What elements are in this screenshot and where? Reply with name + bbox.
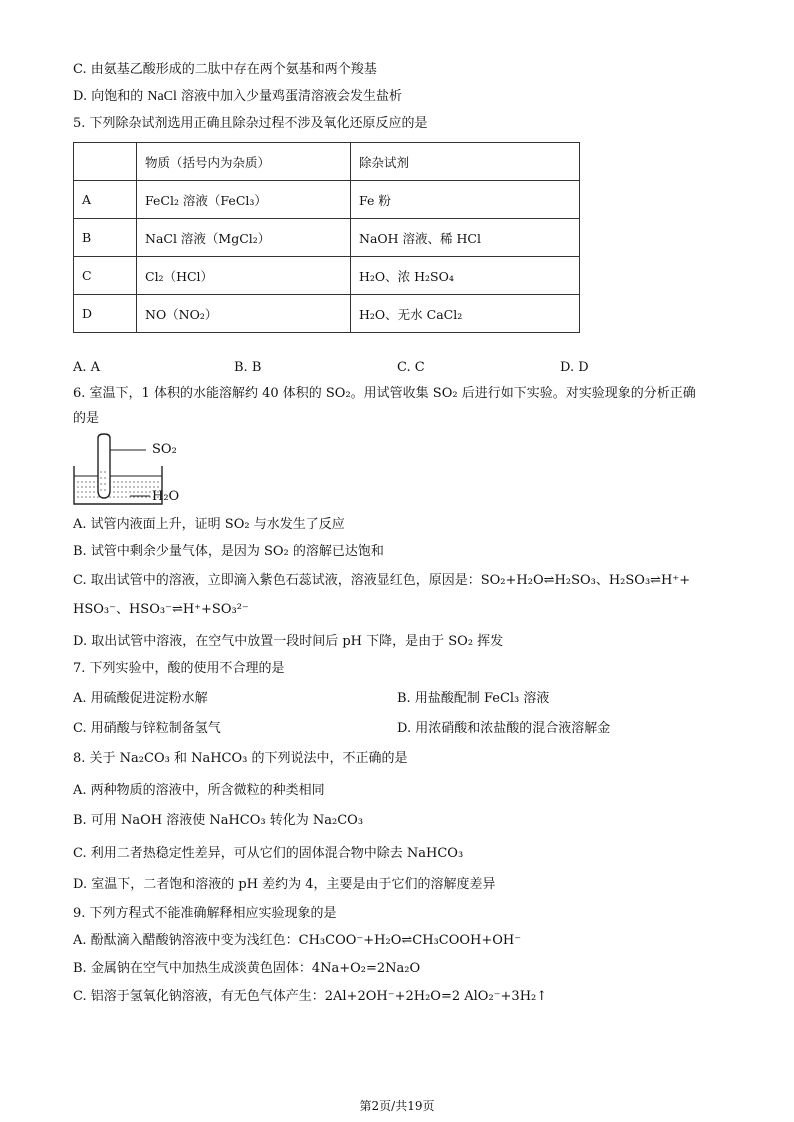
q5-table bbox=[73, 142, 580, 333]
q8-option-d: D. 室温下，二者饱和溶液的 pH 差约为 4，主要是由于它们的溶解度差异 bbox=[73, 877, 496, 892]
fig-label-so2: SO₂ bbox=[152, 442, 177, 457]
q9-option-a: A. 酚酞滴入醋酸钠溶液中变为浅红色：CH₃COO⁻+H₂O⇌CH₃COOH+OH⁻ bbox=[73, 933, 522, 948]
q9-option-b: B. 金属钠在空气中加热生成淡黄色固体：4Na+O₂=2Na₂O bbox=[73, 961, 421, 976]
table-row: A FeCl₂ 溶液（FeCl₃） Fe 粉 bbox=[74, 181, 580, 219]
q6-option-c: C. 取出试管中的溶液，立即滴入紫色石蕊试液，溶液显红色，原因是：SO₂+H₂O⇌H₂SO₃、H₂SO₃⇌H⁺+ bbox=[73, 573, 691, 588]
q8-option-c: C. 利用二者热稳定性差异，可从它们的固体混合物中除去 NaHCO₃ bbox=[73, 846, 464, 861]
q6-option-c-cont: HSO₃⁻、HSO₃⁻⇌H⁺+SO₃²⁻ bbox=[73, 602, 249, 617]
q7-option-b: B. 用盐酸配制 FeCl₃ 溶液 bbox=[397, 691, 550, 706]
q8-option-b: B. 可用 NaOH 溶液使 NaHCO₃ 转化为 Na₂CO₃ bbox=[73, 813, 364, 828]
q8-option-a: A. 两种物质的溶液中，所含微粒的种类相同 bbox=[73, 783, 325, 798]
table-row: C Cl₂（HCl） H₂O、浓 H₂SO₄ bbox=[74, 257, 580, 295]
q7-option-d: D. 用浓硝酸和浓盐酸的混合液溶解金 bbox=[397, 721, 611, 736]
q5-stem: 5. 下列除杂试剂选用正确且除杂过程不涉及氧化还原反应的是 bbox=[73, 116, 428, 131]
q7-option-c: C. 用硝酸与锌粒制备氢气 bbox=[73, 721, 221, 736]
table-row: D NO（NO₂） H₂O、无水 CaCl₂ bbox=[74, 295, 580, 333]
q4-option-c: C. 由氨基乙酸形成的二肽中存在两个氨基和两个羧基 bbox=[73, 62, 377, 77]
q6-option-a: A. 试管内液面上升，证明 SO₂ 与水发生了反应 bbox=[73, 517, 345, 532]
q7-stem: 7. 下列实验中，酸的使用不合理的是 bbox=[73, 661, 285, 676]
page-footer: 第2页/共19页 bbox=[359, 1099, 435, 1113]
table-row: B NaCl 溶液（MgCl₂） NaOH 溶液、稀 HCl bbox=[74, 219, 580, 257]
q9-stem: 9. 下列方程式不能准确解释相应实验现象的是 bbox=[73, 906, 337, 921]
q7-option-a: A. 用硫酸促进淀粉水解 bbox=[73, 691, 208, 706]
q6-option-d: D. 取出试管中溶液，在空气中放置一段时间后 pH 下降，是由于 SO₂ 挥发 bbox=[73, 634, 504, 649]
fig-label-h2o: H₂O bbox=[152, 489, 180, 504]
q4-option-d: D. 向饱和的 NaCl 溶液中加入少量鸡蛋清溶液会发生盐析 bbox=[73, 89, 403, 104]
q6-stem: 6. 室温下，1 体积的水能溶解约 40 体积的 SO₂。用试管收集 SO₂ 后进行如下实验。对实验现象的分析正确 bbox=[73, 386, 696, 401]
q8-stem: 8. 关于 Na₂CO₃ 和 NaHCO₃ 的下列说法中，不正确的是 bbox=[73, 751, 408, 766]
q9-option-c: C. 铝溶于氢氧化钠溶液，有无色气体产生：2Al+2OH⁻+2H₂O=2 AlO₂⁻+3H₂↑ bbox=[73, 989, 548, 1004]
table-header-row: 物质（括号内为杂质） 除杂试剂 bbox=[74, 143, 580, 181]
q6-stem-cont: 的是 bbox=[73, 411, 100, 426]
q6-option-b: B. 试管中剩余少量气体，是因为 SO₂ 的溶解已达饱和 bbox=[73, 544, 384, 559]
